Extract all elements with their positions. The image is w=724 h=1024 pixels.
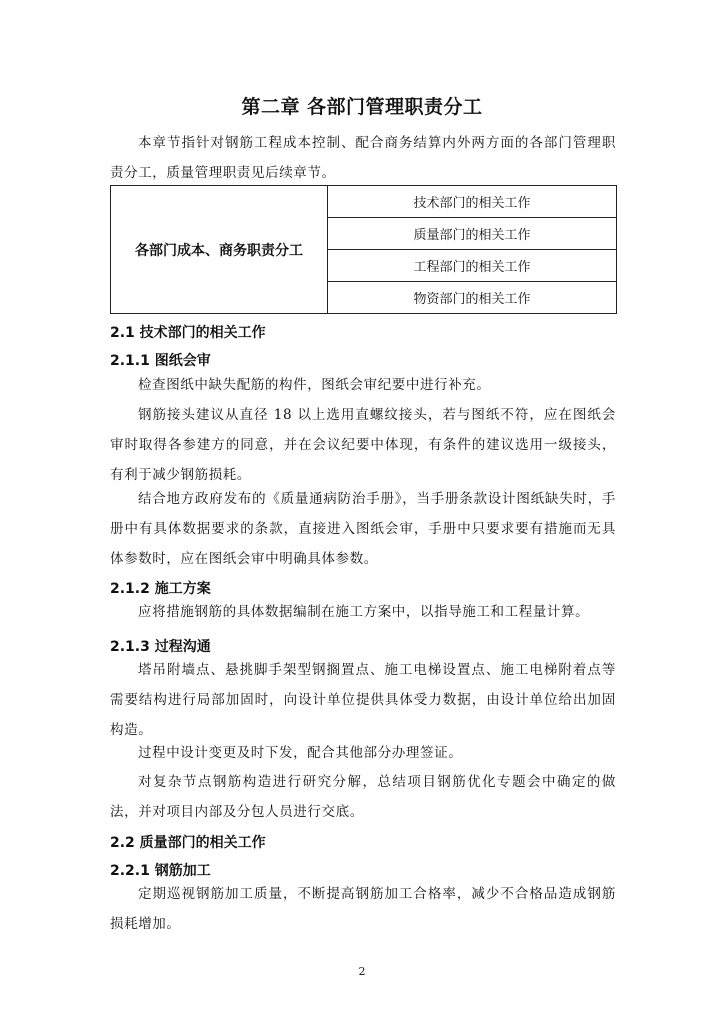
section-heading-2-2: 2.2 质量部门的相关工作 — [110, 835, 266, 851]
table-row: 工程部门的相关工作 — [328, 250, 617, 282]
table-left-label: 各部门成本、商务职责分工 — [111, 186, 328, 314]
section-heading-2-1-3: 2.1.3 过程沟通 — [110, 639, 211, 655]
paragraph: 应将措施钢筋的具体数据编制在施工方案中，以指导施工和工程量计算。 — [138, 604, 590, 620]
section-heading-2-1-2: 2.1.2 施工方案 — [110, 581, 211, 597]
table-row: 技术部门的相关工作 — [328, 186, 617, 218]
section-heading-2-2-1: 2.2.1 钢筋加工 — [110, 863, 211, 879]
chapter-title: 第二章 各部门管理职责分工 — [241, 96, 483, 118]
paragraph: 结合地方政府发布的《质量通病防治手册》，当手册条款设计图纸缺失时，手册中有具体数据要求的条款，直接进入图纸会审，手册中只要求要有措施而无具体参数时，应在图纸会审中明确具体参数。 — [110, 491, 616, 567]
paragraph: 塔吊附墙点、悬挑脚手架型钢搁置点、施工电梯设置点、施工电梯附着点等需要结构进行局部加固时，向设计单位提供具体受力数据，由设计单位给出加固构造。 — [110, 662, 616, 738]
paragraph: 定期巡视钢筋加工质量，不断提高钢筋加工合格率，减少不合格品造成钢筋损耗增加。 — [110, 886, 616, 932]
paragraph: 过程中设计变更及时下发，配合其他部分办理签证。 — [138, 745, 463, 761]
section-heading-2-1-1: 2.1.1 图纸会审 — [110, 353, 211, 369]
paragraph: 对复杂节点钢筋构造进行研究分解，总结项目钢筋优化专题会中确定的做法，并对项目内部及分包人员进行交底。 — [110, 774, 616, 820]
duty-division-table — [110, 185, 617, 314]
table-row: 物资部门的相关工作 — [328, 282, 617, 314]
page-number: 2 — [358, 965, 366, 978]
table-row: 质量部门的相关工作 — [328, 218, 617, 250]
paragraph: 钢筋接头建议从直径 18 以上选用直螺纹接头，若与图纸不符，应在图纸会审时取得各参建方的同意，并在会议纪要中体现，有条件的建议选用一级接头，有利于减少钢筋损耗。 — [110, 407, 616, 483]
intro-paragraph: 本章节指针对钢筋工程成本控制、配合商务结算内外两方面的各部门管理职责分工，质量管理职责见后续章节。 — [110, 135, 616, 181]
section-heading-2-1: 2.1 技术部门的相关工作 — [110, 325, 266, 341]
paragraph: 检查图纸中缺失配筋的构件，图纸会审纪要中进行补充。 — [138, 377, 491, 393]
